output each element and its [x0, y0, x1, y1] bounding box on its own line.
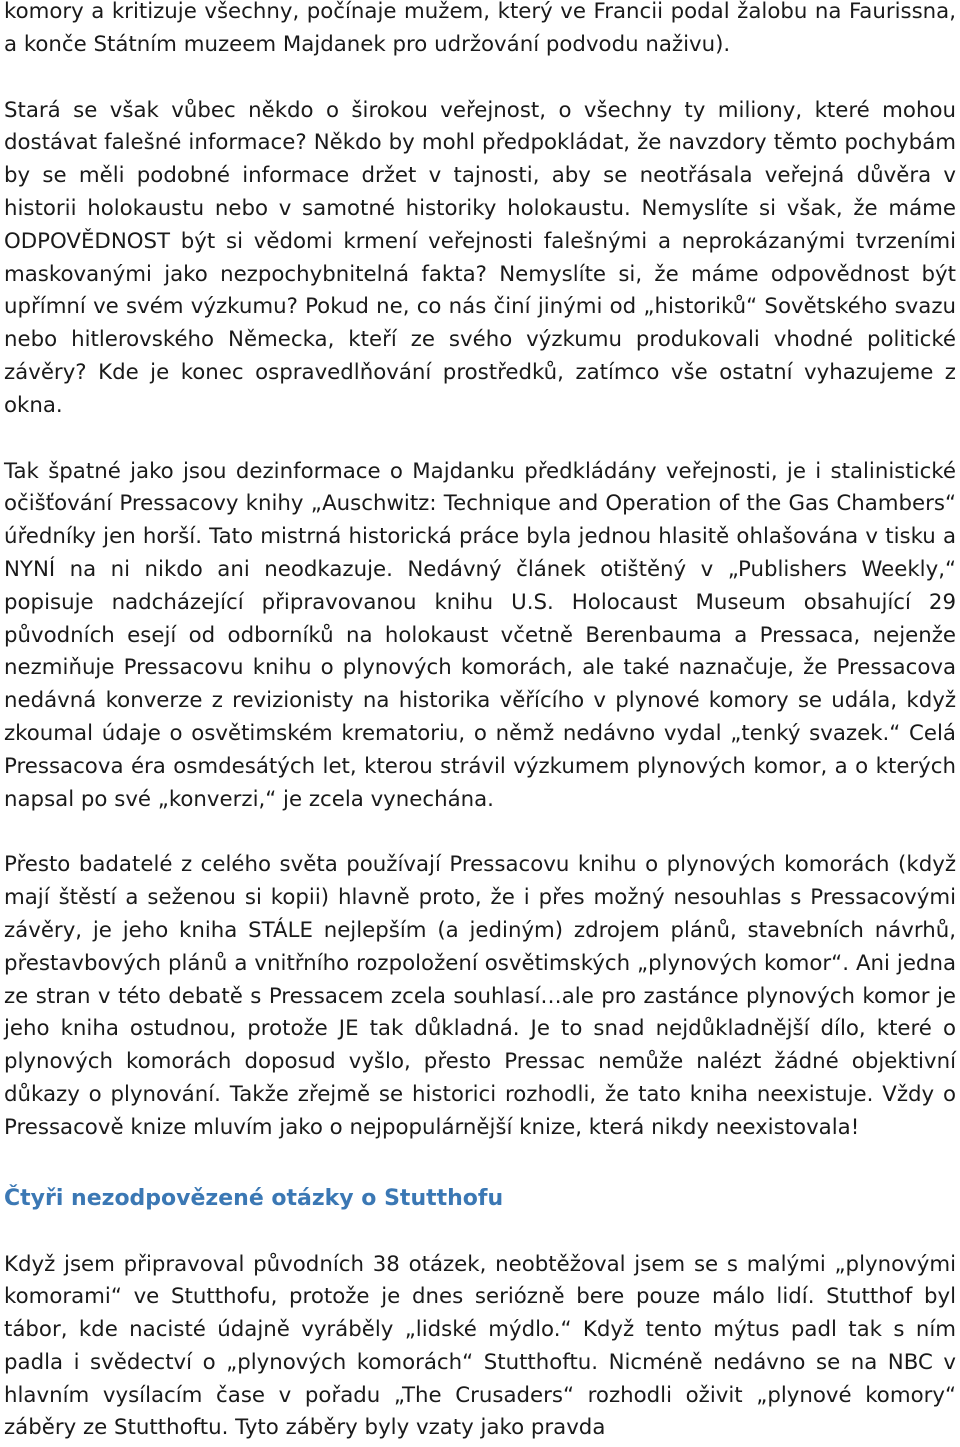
- paragraph-4: Přesto badatelé z celého světa používají Pressacovu knihu o plynových komorách (když mají štěstí a seženou si kopii) hlavně proto, že i přes možný nesouhlas s Pressacovými závěry, je jeho kniha STÁLE nejlepším (a jediným) zdrojem plánů, stavebních návrhů, přestavbových plánů a vnitřního rozpoložení osvětimských „plynových komor“. Ani jedna ze stran v této debatě s Pressacem zcela souhlasí…ale pro zastánce plynových komor je jeho kniha ostudnou, protože JE tak důkladná. Je to snad nejdůkladnější dílo, které o plynových komorách doposud vyšlo, přesto Pressac nemůže nalézt žádné objektivní důkazy o plynování. Takže zřejmě se historici rozhodli, že tato kniha neexistuje. Vždy o Pressacově knize mluvím jako o nejpopulárnější knize, která nikdy neexistovala!: [4, 852, 956, 1140]
- paragraph-1: komory a kritizuje všechny, počínaje mužem, který ve Francii podal žalobu na Faurissna, a konče Státním muzeem Majdanek pro udržování podvodu naživu).: [4, 0, 956, 57]
- paragraph-5: Když jsem připravoval původních 38 otázek, neobtěžoval jsem se s malými „plynovými komorami“ ve Stutthofu, protože je dnes seriózně bere pouze málo lidí. Stutthof byl tábor, kde nacisté údajně vyráběly „lidské mýdlo.“ Když tento mýtus padl tak s ním padla i svědectví o „plynových komorách“ Stutthoftu. Nicméně nedávno se na NBC v hlavním vysílacím čase v pořadu „The Crusaders“ rozhodli oživit „plynové komory“ záběry ze Stutthoftu. Tyto záběry byly vzaty jako pravda: [4, 1251, 956, 1441]
- paragraph-2: Stará se však vůbec někdo o širokou veřejnost, o všechny ty miliony, které mohou dostávat falešné informace? Někdo by mohl předpokládat, že navzdory těmto pochybám by se měli podobné informace držet v tajnosti, aby se neotřásala veřejná důvěra v historii holokaustu nebo v samotné historiky holokaustu. Nemyslíte si však, že máme ODPOVĚDNOST být si vědomi krmení veřejnosti falešnými a neprokázanými tvrzeními maskovanými jako nezpochybnitelná fakta? Nemyslíte si, že máme odpovědnost být upřímní ve svém výzkumu? Pokud ne, co nás činí jinými od „historiků“ Sovětského svazu nebo hitlerovského Německa, kteří ze svého výzkumu produkovali vhodné politické závěry? Kde je konec ospravedlňování prostředků, zatímco vše ostatní vyhazujeme z okna.: [4, 97, 956, 418]
- section-heading: Čtyři nezodpovězené otázky o Stutthofu: [4, 1185, 504, 1211]
- paragraph-3: Tak špatné jako jsou dezinformace o Majdanku předkládány veřejnosti, je i stalinistické očišťování Pressacovy knihy „Auschwitz: Technique and Operation of the Gas Chambers“ úředníky jen horší. Tato mistrná historická práce byla jednou hlasitě ohlašována v tisku a NYNÍ na ni nikdo ani neodkazuje. Nedávný článek otištěný v „Publishers Weekly,“ popisuje nadcházející připravovanou knihu U.S. Holocaust Museum obsahující 29 původních esejí od odborníků na holokaust včetně Berenbauma a Pressaca, nejenže nezmiňuje Pressacovu knihu o plynových komorách, ale také naznačuje, že Pressacova nedávná konverze z revizionisty na historika věřícího v plynové komory se udála, když zkoumal údaje o osvětimském krematoriu, o němž nedávno vydal „tenký svazek.“ Celá Pressacova éra osmdesátých let, kterou strávil výzkumem plynových komor, a o kterých napsal po své „konverzi,“ je zcela vynechána.: [4, 458, 956, 812]
